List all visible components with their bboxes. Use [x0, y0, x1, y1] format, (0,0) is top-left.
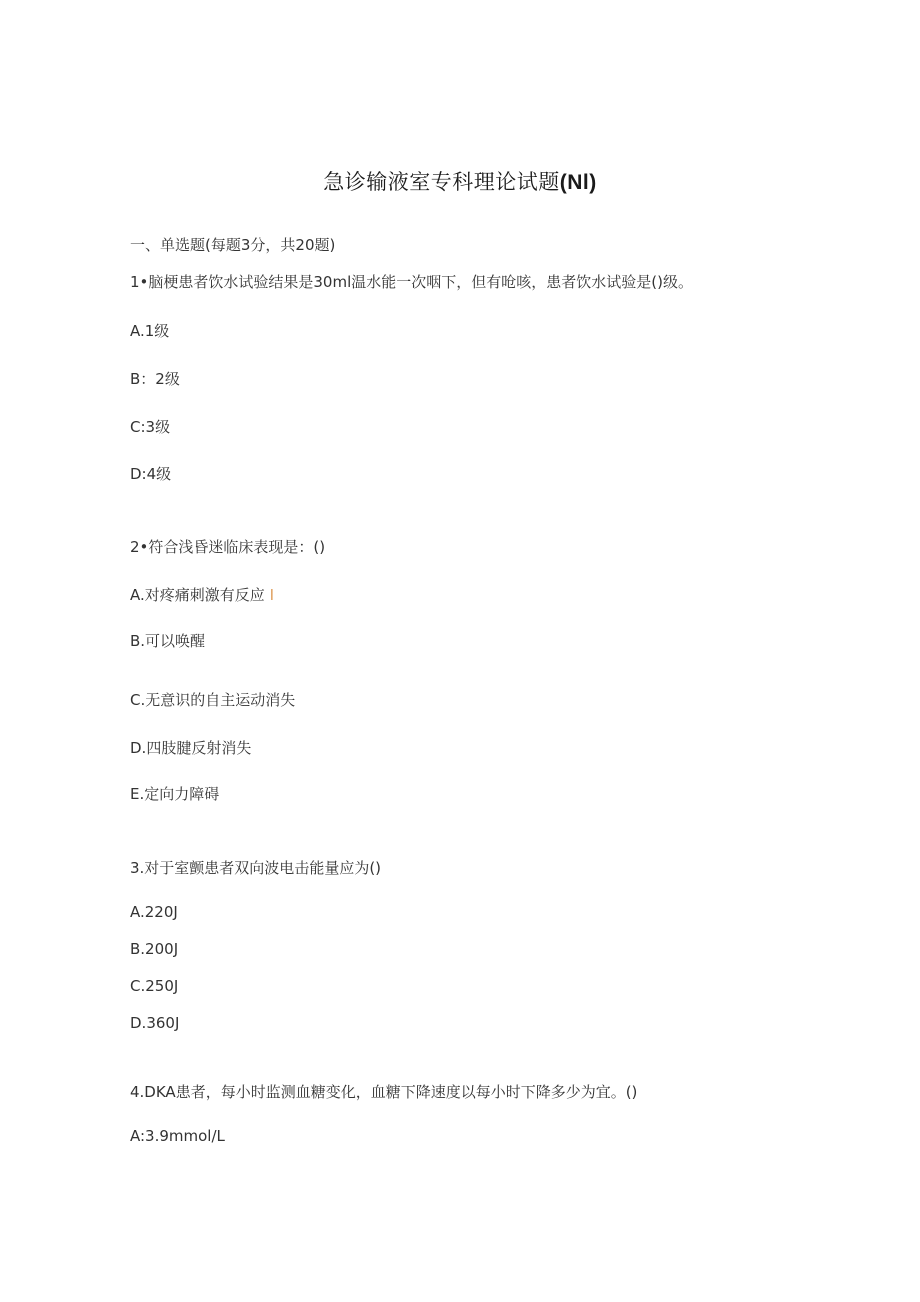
question-4-stem: 4.DKA患者，每小时监测血糖变化，血糖下降速度以每小时下降多少为宜。(): [130, 1083, 638, 1101]
question-2-option-c: C.无意识的自主运动消失: [130, 691, 296, 709]
question-3-option-c: C.250J: [130, 977, 179, 995]
question-1-option-b: B：2级: [130, 370, 180, 388]
question-3-option-a: A.220J: [130, 903, 178, 921]
question-2-option-a-text: A.对疼痛刺激有反应: [130, 586, 265, 604]
question-1-option-d: D:4级: [130, 465, 172, 483]
question-4-option-a: A:3.9mmol/L: [130, 1127, 225, 1145]
page-title: [0, 166, 920, 196]
question-2-option-a: [130, 584, 274, 605]
section-heading: 一、单选题(每题3分，共20题): [130, 236, 336, 254]
question-1-stem: 1•脑梗患者饮水试验结果是30ml温水能一次咽下，但有呛咳，患者饮水试验是()级。: [130, 273, 693, 291]
question-3-stem: 3.对于室颤患者双向波电击能量应为(): [130, 859, 382, 877]
question-3-option-d: D.360J: [130, 1014, 180, 1032]
question-2-option-e: E.定向力障碍: [130, 785, 220, 803]
title-suffix: (Nl): [559, 171, 597, 194]
question-3-option-b: B.200J: [130, 940, 179, 958]
question-2-stem: 2•符合浅昏迷临床表现是：(): [130, 538, 326, 556]
question-2-option-d: D.四肢腱反射消失: [130, 739, 252, 757]
title-main: 急诊输液室专科理论试题: [323, 170, 560, 194]
question-1-option-c: C:3级: [130, 418, 171, 436]
cursor-mark: I: [269, 586, 274, 604]
question-2-option-b: B.可以唤醒: [130, 632, 206, 650]
question-1-option-a: A.1级: [130, 322, 170, 340]
